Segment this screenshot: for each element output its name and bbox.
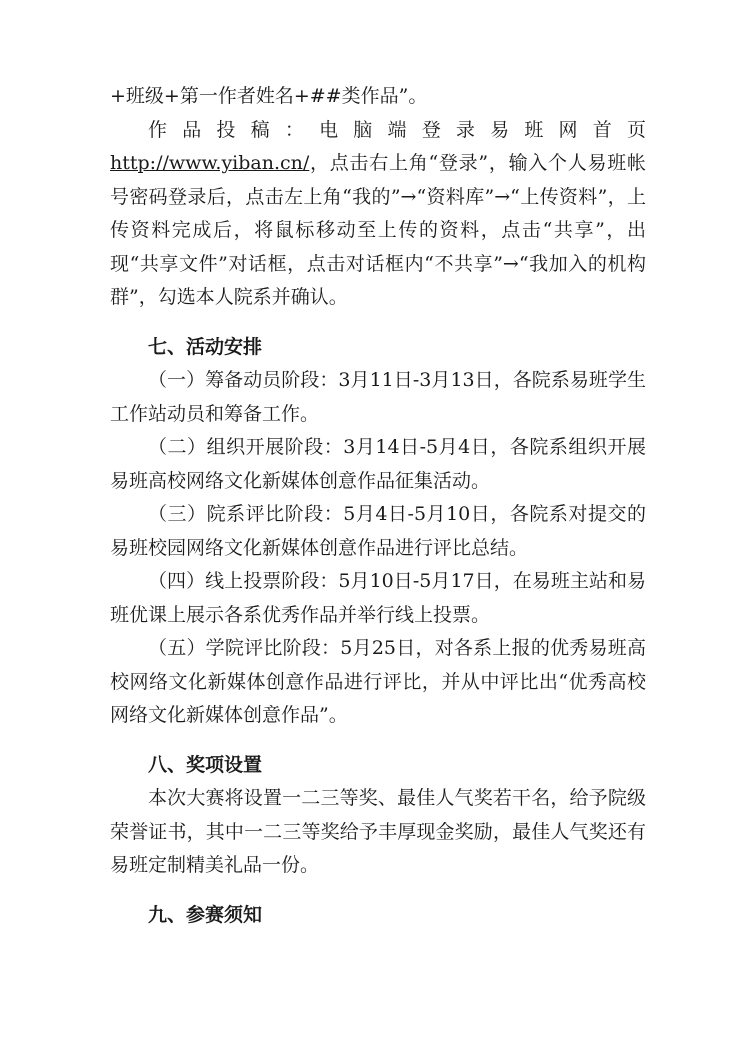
schedule-item-2: （二）组织开展阶段：3月14日-5月4日，各院系组织开展易班高校网络文化新媒体创意作品征集活动。	[110, 436, 646, 492]
schedule-item-4: （四）线上投票阶段：5月10日-5月17日，在易班主站和易班优课上展示各系优秀作品并举行线上投票。	[110, 570, 646, 626]
submission-suffix: ，点击右上角“登录”，输入个人易班帐号密码登录后，点击左上角“我的”→“资料库”→“上传资料”，上传资料完成后，将鼠标移动至上传的资料，点击“共享”，出现“共享文件”对话框，点击对话框内“不共享”→“我加入的机构群”，勾选本人院系并确认。	[110, 152, 646, 308]
yiban-link[interactable]: http://www.yiban.cn/	[110, 152, 310, 174]
schedule-item-1: （一）筹备动员阶段：3月11日-3月13日，各院系易班学生工作站动员和筹备工作。	[110, 369, 646, 425]
schedule-item-5: （五）学院评比阶段：5月25日，对各系上报的优秀易班高校网络文化新媒体创意作品进行评比，并从中评比出“优秀高校网络文化新媒体创意作品”。	[110, 637, 646, 726]
section-8-heading: 八、奖项设置	[148, 753, 263, 776]
submission-prefix: 作品投稿：电脑端登录易班网首页	[148, 118, 646, 141]
schedule-item-3: （三）院系评比阶段：5月4日-5月10日，各院系对提交的易班校园网络文化新媒体创意作品进行评比总结。	[110, 503, 646, 559]
section-9-heading: 九、参赛须知	[148, 903, 263, 926]
awards-paragraph: 本次大赛将设置一二三等奖、最佳人气奖若干名，给予院级荣誉证书，其中一二三等奖给予丰厚现金奖励，最佳人气奖还有易班定制精美礼品一份。	[110, 787, 646, 876]
section-7-heading: 七、活动安排	[148, 335, 263, 358]
continuation-line: +班级+第一作者姓名+##类作品”。	[110, 85, 428, 107]
submission-paragraph	[110, 114, 646, 315]
